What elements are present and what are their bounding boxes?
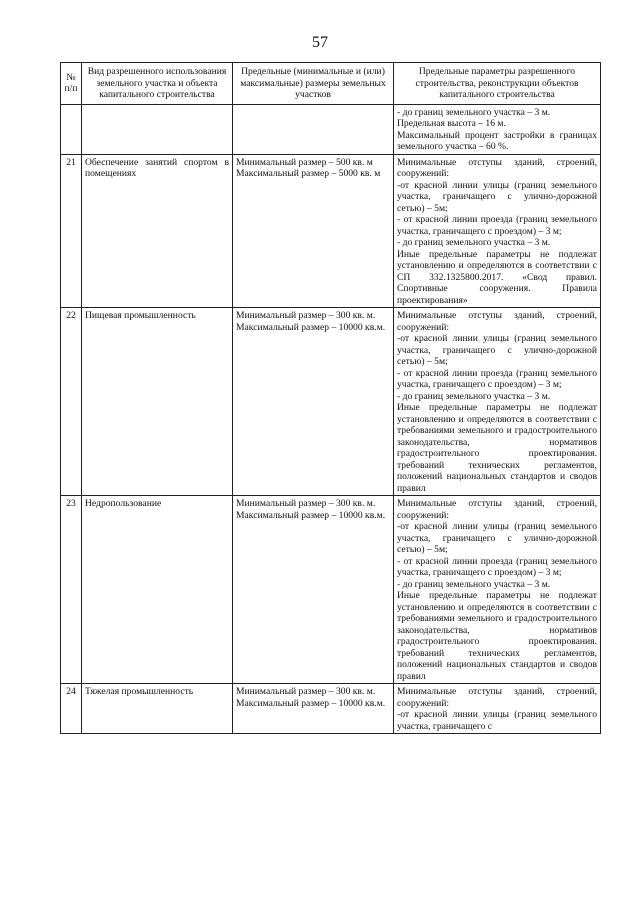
param-line: -от красной линии улицы (границ земельного участка, граничащего с	[397, 709, 597, 732]
param-line: - от красной линии проезда (границ земельного участка, граничащего с проездом) – 3 м;	[397, 555, 597, 578]
table-row	[61, 684, 601, 734]
param-line: Максимальный процент застройки в границах земельного участка – 60 %.	[397, 129, 597, 152]
sizes-cell	[233, 154, 394, 308]
use-type-cell: Обеспечение занятий спортом в помещениях	[82, 154, 233, 308]
min-size: Минимальный размер – 300 кв. м.	[236, 310, 376, 321]
page-number: 57	[312, 34, 328, 51]
table-row-continuation	[61, 104, 601, 154]
param-line: - до границ земельного участка – 3 м.	[397, 390, 551, 402]
table-row	[61, 496, 601, 684]
land-use-regulations-table	[60, 62, 601, 734]
param-line: Иные предельные параметры не подлежат установлению и определяются в соответствии с требованиями земельного и градостроительного законодательства, нормативов градостроительного проектирования. требований технических регламентов, положений национальных стандартов и сводов правил	[397, 590, 597, 682]
params-cell	[394, 104, 601, 154]
param-line: Минимальные отступы зданий, строений, сооружений:	[397, 686, 597, 709]
param-line: Минимальные отступы зданий, строений, сооружений:	[397, 498, 597, 521]
max-size: Максимальный размер – 10000 кв.м.	[236, 321, 386, 333]
param-line: Минимальные отступы зданий, строений, сооружений:	[397, 310, 597, 333]
sizes-cell	[233, 684, 394, 734]
row-number: 21	[61, 154, 82, 308]
use-type-cell: Пищевая промышленность	[82, 308, 233, 496]
sizes-cell	[233, 308, 394, 496]
row-number: 24	[61, 684, 82, 734]
max-size: Максимальный размер – 10000 кв.м.	[236, 697, 386, 709]
param-line: - от красной линии проезда (границ земельного участка, граничащего с проездом) – 3 м;	[397, 214, 597, 237]
max-size: Максимальный размер – 5000 кв. м	[236, 168, 381, 179]
param-line: -от красной линии улицы (границ земельного участка, граничащего с улично-дорожной сетью) – 5м;	[397, 333, 597, 367]
param-line: - до границ земельного участка – 3 м.	[397, 106, 551, 118]
header-use-type: Вид разрешенного использования земельного участка и объекта капитального строительства	[82, 63, 233, 105]
row-number: 22	[61, 308, 82, 496]
param-line: -от красной линии улицы (границ земельного участка, граничащего с улично-дорожной сетью) – 5м;	[397, 179, 597, 214]
use-type-cell: Недропользование	[82, 496, 233, 684]
min-size: Минимальный размер – 300 кв. м.	[236, 498, 376, 509]
param-line: Иные предельные параметры не подлежат установлению и определяются в соответствии с требованиями земельного и градостроительного законодательства, нормативов градостроительного проектирования. требований технических регламентов, положений национальных стандартов и сводов правил	[397, 402, 597, 494]
header-number: № п/п	[61, 63, 82, 105]
param-line: Минимальные отступы зданий, строений, сооружений:	[397, 156, 597, 179]
table-row	[61, 308, 601, 496]
min-size: Минимальный размер – 500 кв. м	[236, 156, 373, 168]
header-plot-sizes: Предельные (минимальные и (или) максимальные) размеры земельных участков	[233, 63, 394, 105]
param-line: -от красной линии улицы (границ земельного участка, граничащего с улично-дорожной сетью) – 5м;	[397, 521, 597, 555]
table-header-row	[61, 63, 601, 105]
param-line: Иные предельные параметры не подлежат установлению и определяются в соответствии с СП 332.1325800.2017. «Свод правил. Спортивные сооружения. Правила проектирования»	[397, 248, 597, 306]
param-line: Предельная высота – 16 м.	[397, 118, 506, 129]
row-number: 23	[61, 496, 82, 684]
param-line: - до границ земельного участка – 3 м.	[397, 237, 551, 248]
params-cell	[394, 308, 601, 496]
min-size: Минимальный размер – 300 кв. м.	[236, 686, 376, 697]
params-cell	[394, 496, 601, 684]
header-construction-params: Предельные параметры разрешенного строительства, реконструкции объектов капитального строительства	[394, 63, 601, 105]
param-line: - до границ земельного участка – 3 м.	[397, 578, 551, 590]
params-cell	[394, 154, 601, 308]
sizes-cell	[233, 496, 394, 684]
use-type-cell: Тяжелая промышленность	[82, 684, 233, 734]
max-size: Максимальный размер – 10000 кв.м.	[236, 509, 386, 521]
param-line: - от красной линии проезда (границ земельного участка, граничащего с проездом) – 3 м;	[397, 367, 597, 390]
table-row	[61, 154, 601, 308]
params-cell	[394, 684, 601, 734]
